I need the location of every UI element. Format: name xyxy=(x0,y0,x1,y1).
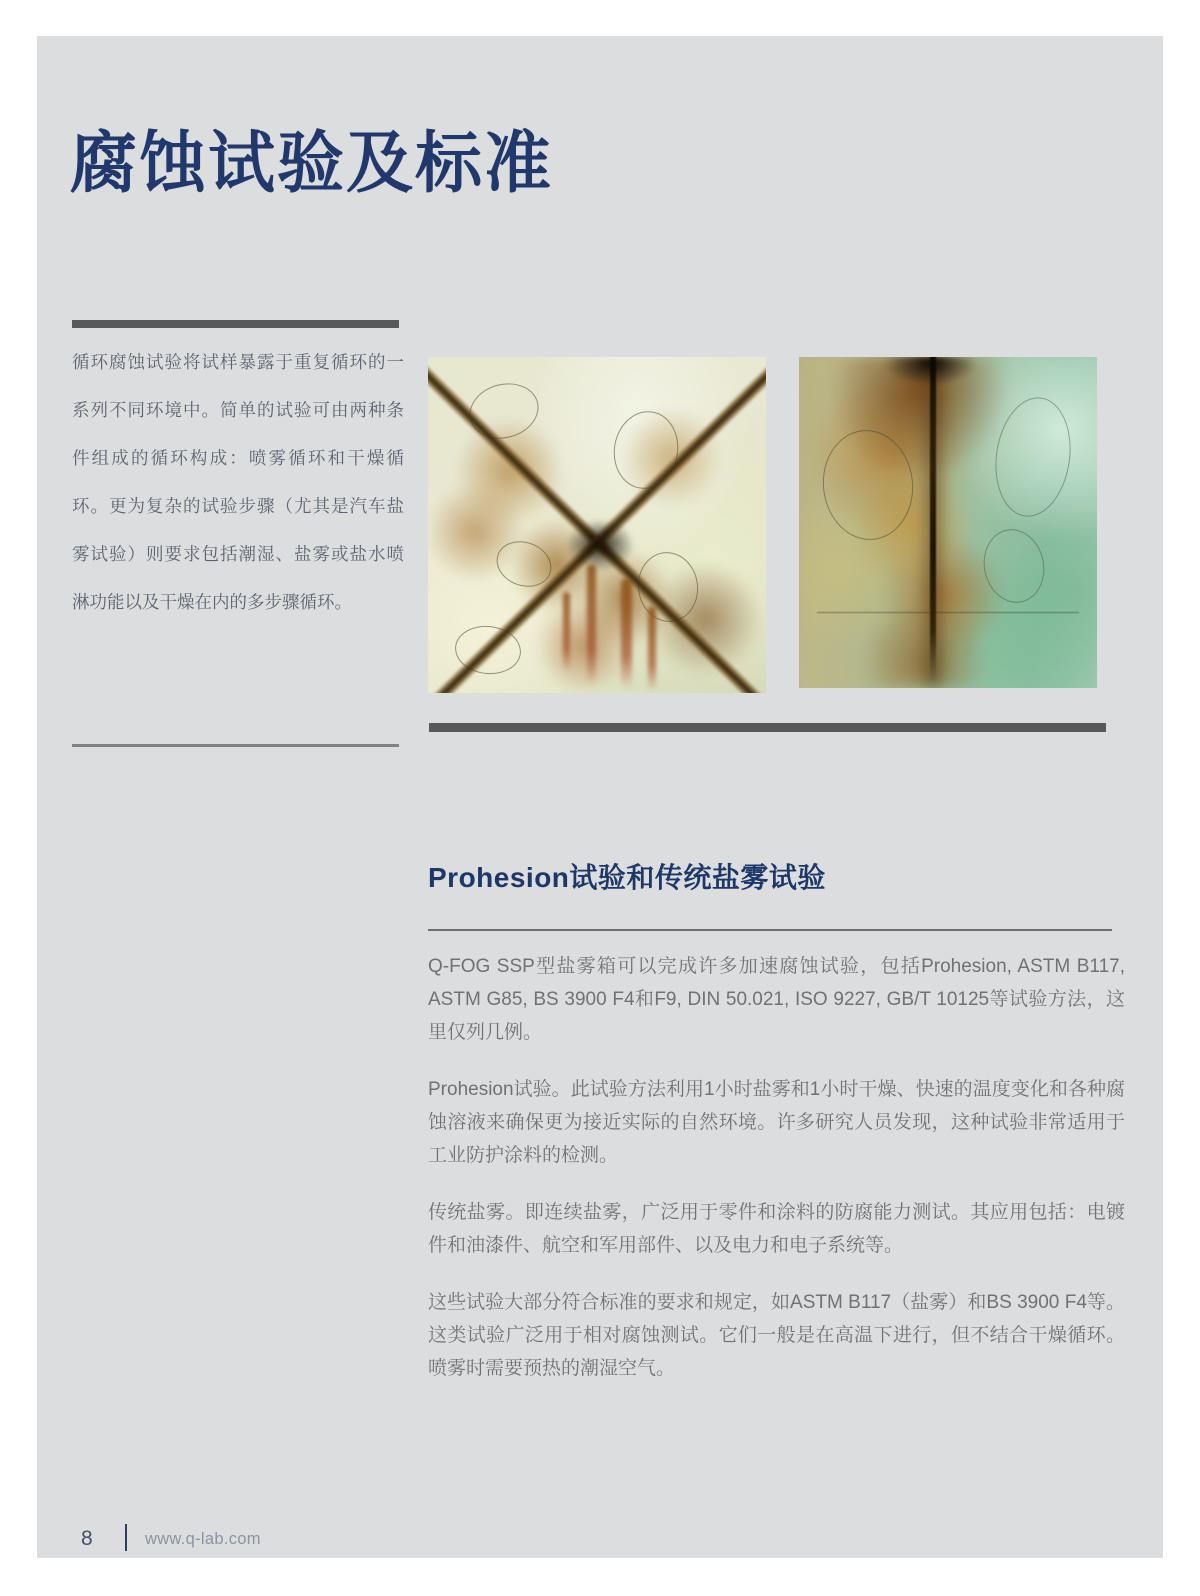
section-heading-rule xyxy=(428,929,1112,931)
footer-divider xyxy=(125,1524,127,1551)
page-title: 腐蚀试验及标准 xyxy=(70,126,553,201)
section-heading: Prohesion试验和传统盐雾试验 xyxy=(428,862,826,893)
website-link: www.q-lab.com xyxy=(145,1530,261,1548)
page-number: 8 xyxy=(81,1527,93,1550)
corrosion-panel-vertical-scribe-image xyxy=(799,357,1097,688)
body-paragraph: Prohesion试验。此试验方法利用1小时盐雾和1小时干燥、快速的温度变化和各种腐蚀溶液来确保更为接近实际的自然环境。许多研究人员发现，这种试验非常适用于工业防护涂料的检测。 xyxy=(428,1079,1125,1166)
body-paragraph: Q-FOG SSP型盐雾箱可以完成许多加速腐蚀试验，包括Prohesion, ASTM B117, ASTM G85, BS 3900 F4和F9, DIN 50.021, ISO 9227, GB/T 10125等试验方法，这里仅列几例。 xyxy=(428,956,1125,1043)
page-panel xyxy=(37,36,1163,1558)
body-paragraph: 这些试验大部分符合标准的要求和规定，如ASTM B117（盐雾）和BS 3900 F4等。这类试验广泛用于相对腐蚀测试。它们一般是在高温下进行，但不结合干燥循环。喷雾时需要预热的潮湿空气。 xyxy=(428,1292,1125,1379)
section-body xyxy=(428,950,1125,1409)
sidebar-bottom-rule xyxy=(72,744,399,747)
figure-bottom-rule xyxy=(429,723,1106,732)
scribe-top-stain xyxy=(799,357,1097,688)
sidebar-top-rule xyxy=(72,320,399,328)
scribe-intersection-stain xyxy=(428,357,766,693)
body-paragraph: 传统盐雾。即连续盐雾，广泛用于零件和涂料的防腐能力测试。其应用包括：电镀件和油漆件、航空和军用部件、以及电力和电子系统等。 xyxy=(428,1202,1125,1256)
sidebar-paragraph: 循环腐蚀试验将试样暴露于重复循环的一系列不同环境中。简单的试验可由两种条件组成的循环构成：喷雾循环和干燥循环。更为复杂的试验步骤（尤其是汽车盐雾试验）则要求包括潮湿、盐雾或盐水喷淋功能以及干燥在内的多步骤循环。 xyxy=(72,352,404,612)
corrosion-panel-x-scribe-image xyxy=(428,357,766,693)
